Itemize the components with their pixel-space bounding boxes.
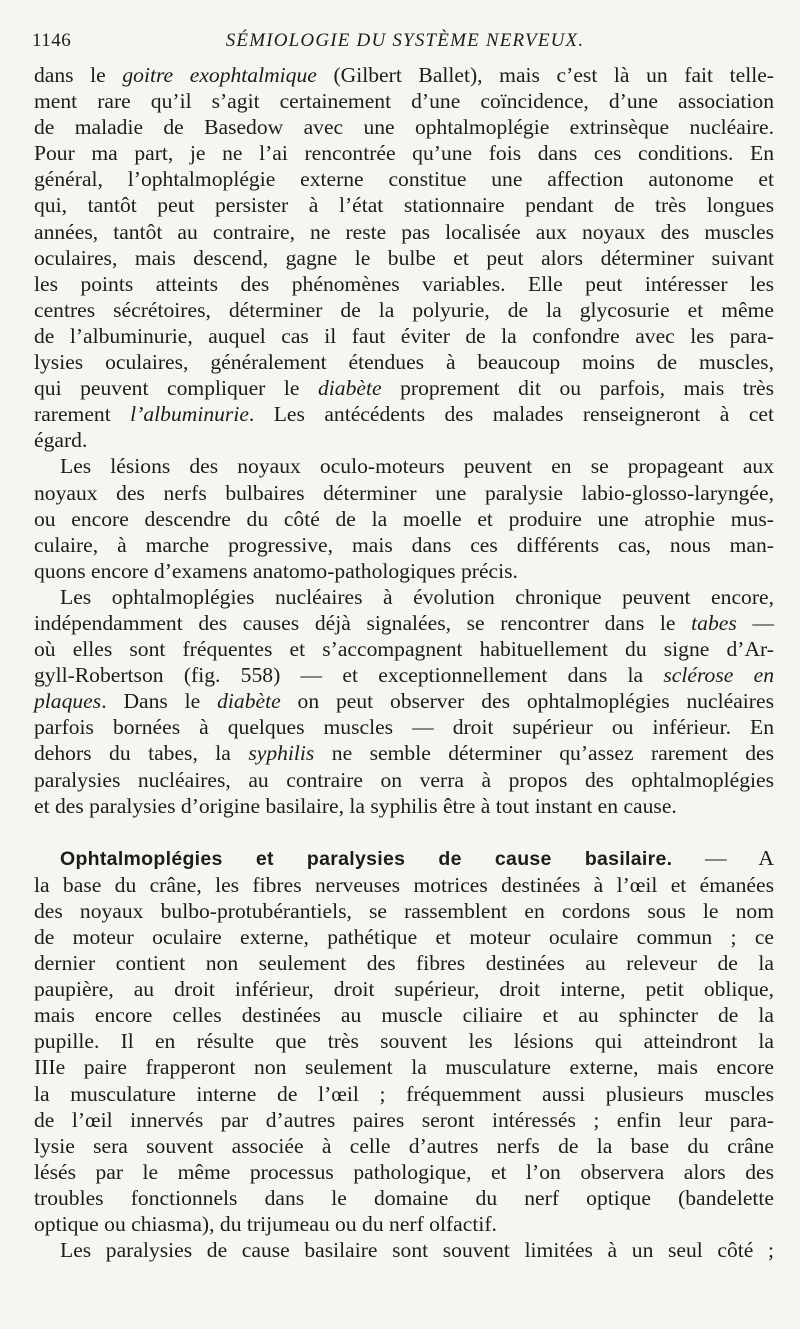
text-line: indépendamment des causes déjà signalées, se rencontrer dans le tabes — (34, 610, 774, 635)
text-line: général, l’ophtalmoplégie externe constitue une affection autonome et (34, 167, 774, 192)
text-line: Les lésions des noyaux oculo-moteurs peuvent en se propageant aux (60, 454, 774, 479)
text-line: lysies oculaires, généralement étendues à beaucoup moins de muscles, (34, 350, 774, 375)
section-gap (34, 819, 774, 845)
text-line: dernier contient non seulement des fibres destinées au releveur de la (34, 951, 774, 976)
paragraph (34, 1237, 774, 1263)
text-line: de maladie de Basedow avec une ophtalmoplégie extrinsèque nucléaire. (34, 115, 774, 140)
text-line: lésés par le même processus pathologique, et l’on observera alors des (34, 1159, 774, 1184)
text-line: ment rare qu’il s’agit certainement d’une coïncidence, d’une association (34, 89, 774, 114)
running-title: SÉMIOLOGIE DU SYSTÈME NERVEUX. (225, 30, 585, 51)
text-line: années, tantôt au contraire, ne reste pas localisée aux noyaux des muscles (34, 219, 774, 244)
text-line: ou encore descendre du côté de la moelle et produire une atrophie mus- (34, 506, 774, 531)
text-line: de moteur oculaire externe, pathétique et moteur oculaire commun ; ce (34, 925, 774, 949)
page-header (32, 30, 778, 60)
text-line: de l’œil innervés par d’autres paires seront intéressés ; enfin leur para- (34, 1107, 774, 1132)
text-line: plaques. Dans le diabète on peut observer des ophtalmoplégies nucléaires (34, 689, 774, 714)
text-line: optique ou chiasma), du trijumeau ou du nerf olfactif. (34, 1212, 497, 1237)
text-line: Les ophtalmoplégies nucléaires à évolution chronique peuvent encore, (60, 584, 774, 609)
text-line: Pour ma part, je ne l’ai rencontrée qu’une fois dans ces conditions. En (34, 141, 774, 166)
text-line: égard. (34, 428, 88, 453)
text-line: dans le goitre exophtalmique (Gilbert Ballet), mais c’est là un fait telle- (34, 63, 775, 87)
section-paragraph (34, 845, 774, 1237)
text-line: les points atteints des phénomènes variables. Elle peut intéresser les (34, 271, 774, 296)
text-line: noyaux des nerfs bulbaires déterminer une paralysie labio-glosso-laryngée, (34, 480, 774, 505)
text-line: qui, tantôt peut persister à l’état stationnaire pendant de très longues (34, 193, 774, 218)
paragraph (34, 453, 774, 583)
text-line: de l’albuminurie, auquel cas il faut éviter de la confondre avec les para- (34, 323, 774, 348)
paragraph (34, 62, 774, 453)
paragraph (34, 584, 774, 819)
text-line: Ophtalmoplégies et paralysies de cause basilaire. — A (60, 845, 774, 870)
text-line: et des paralysies d’origine basilaire, la syphilis être à tout instant en cause. (34, 793, 677, 818)
text-line: paupière, au droit inférieur, droit supérieur, droit interne, petit oblique, (34, 977, 774, 1002)
text-line: IIIe paire frapperont non seulement la musculature externe, mais encore (34, 1055, 774, 1080)
text-line: Les paralysies de cause basilaire sont souvent limitées à un seul côté ; (60, 1238, 774, 1263)
text-line: troubles fonctionnels dans le domaine du nerf optique (bandelette (34, 1185, 774, 1210)
text-line: pupille. Il en résulte que très souvent les lésions qui atteindront la (34, 1029, 774, 1054)
text-line: la base du crâne, les fibres nerveuses motrices destinées à l’œil et émanées (34, 872, 774, 897)
text-line: dehors du tabes, la syphilis ne semble déterminer qu’assez rarement des (34, 741, 774, 766)
section-heading: Ophtalmoplégies et paralysies de cause basilaire. (60, 847, 673, 870)
text-line: quons encore d’examens anatomo-pathologiques précis. (34, 558, 518, 583)
text-line: mais encore celles destinées au muscle ciliaire et au sphincter de la (34, 1003, 774, 1028)
text-line: lysie sera souvent associée à celle d’autres nerfs de la base du crâne (34, 1133, 774, 1158)
page-number: 1146 (32, 30, 72, 51)
body-text (34, 62, 774, 1263)
text-line: la musculature interne de l’œil ; fréquemment aussi plusieurs muscles (34, 1081, 774, 1106)
text-line: culaire, à marche progressive, mais dans ces différents cas, nous man- (34, 532, 774, 557)
text-line: oculaires, mais descend, gagne le bulbe et peut alors déterminer suivant (34, 245, 774, 270)
text-line: qui peuvent compliquer le diabète proprement dit ou parfois, mais très (34, 376, 774, 401)
text-line: gyll-Robertson (fig. 558) — et exceptionnellement dans la sclérose en (34, 663, 774, 688)
text-line: paralysies nucléaires, au contraire on verra à propos des ophtalmoplégies (34, 767, 774, 792)
text-line: parfois bornées à quelques muscles — droit supérieur ou inférieur. En (34, 715, 774, 740)
text-line: centres sécrétoires, déterminer de la polyurie, de la glycosurie et même (34, 297, 774, 322)
text-line: des noyaux bulbo-protubérantiels, se rassemblent en cordons sous le nom (34, 898, 774, 923)
text-line: rarement l’albuminurie. Les antécédents des malades renseigneront à cet (34, 402, 774, 427)
text-line: où elles sont fréquentes et s’accompagnent habituellement du signe d’Ar- (34, 637, 774, 662)
